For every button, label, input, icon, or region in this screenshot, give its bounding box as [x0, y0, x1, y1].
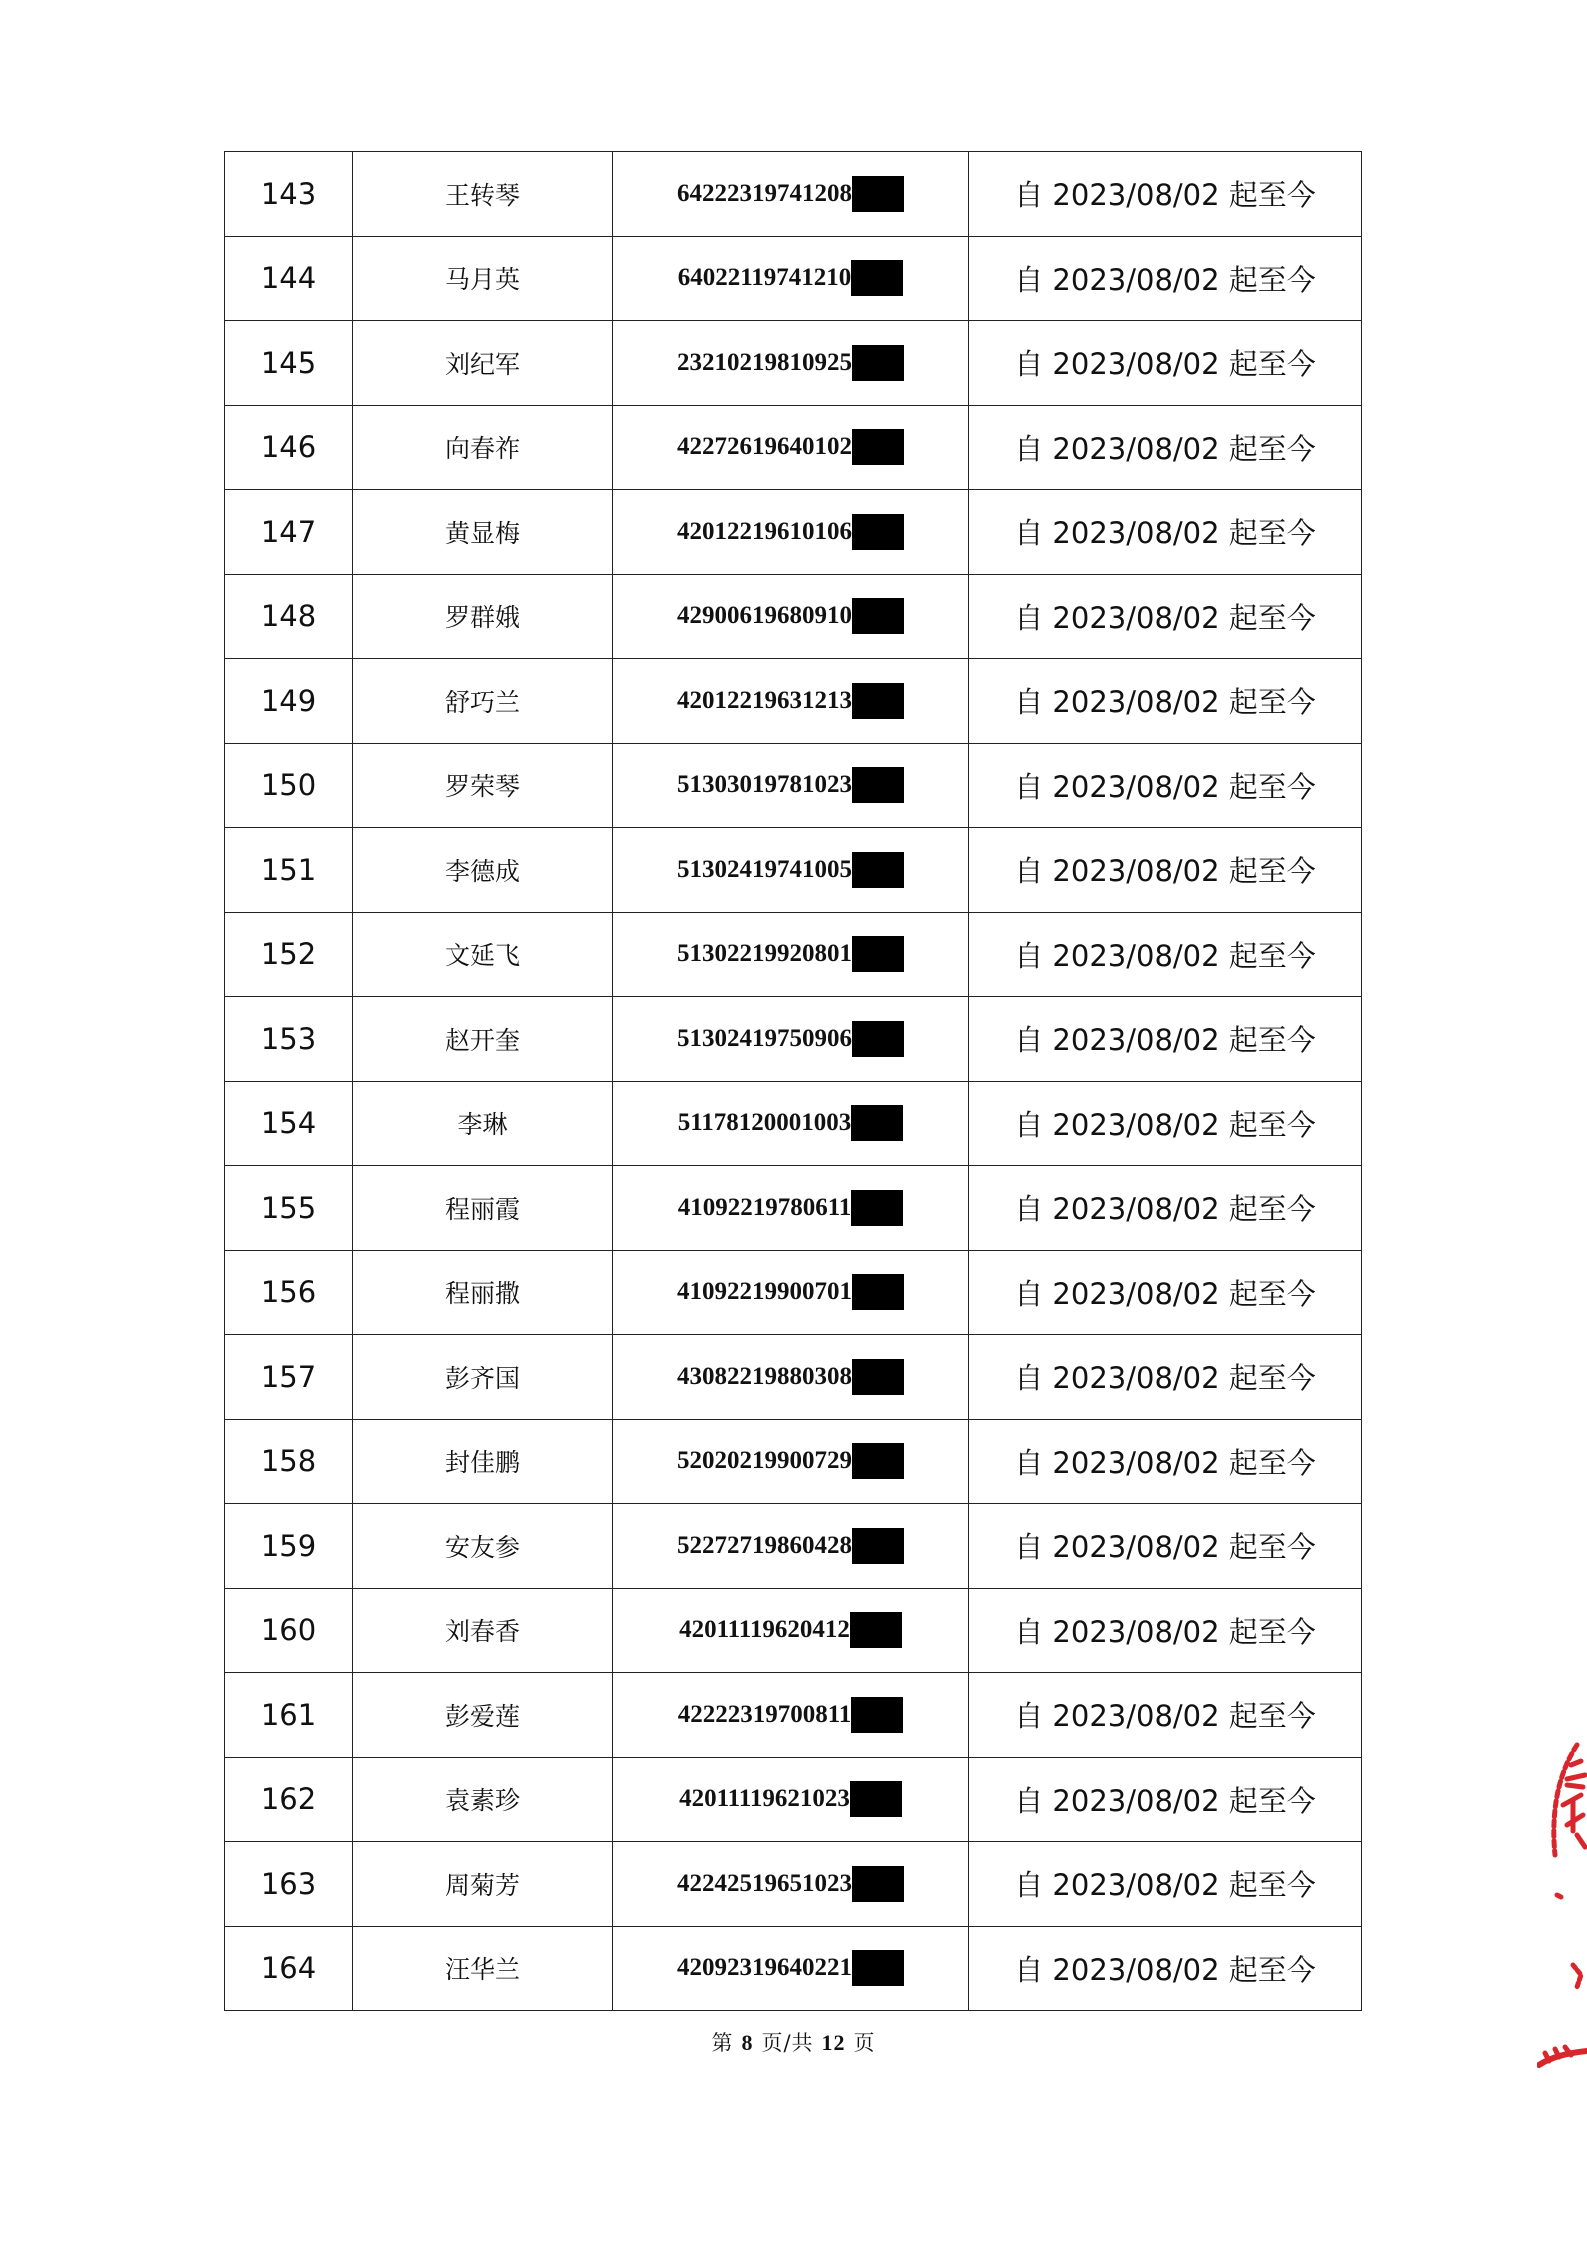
table-row — [225, 152, 1362, 237]
effective-period: 自 2023/08/02 起至今 — [969, 574, 1362, 659]
table-row — [225, 321, 1362, 406]
footer-middle: 页/共 — [761, 2031, 814, 2055]
id-number: 23210219810925 — [677, 348, 852, 376]
row-number: 158 — [225, 1419, 353, 1504]
table-row — [225, 405, 1362, 490]
person-name: 彭爱莲 — [353, 1673, 613, 1758]
table-row — [225, 1419, 1362, 1504]
effective-period: 自 2023/08/02 起至今 — [969, 236, 1362, 321]
id-number-cell — [613, 997, 969, 1082]
official-seal-stamp — [1537, 1735, 1587, 2095]
redaction-block — [852, 683, 904, 719]
redaction-block — [852, 767, 904, 803]
table-row — [225, 236, 1362, 321]
id-number-cell — [613, 321, 969, 406]
id-number: 42011119620412 — [679, 1616, 850, 1644]
person-name: 汪华兰 — [353, 1926, 613, 2011]
id-number-cell — [613, 236, 969, 321]
row-number: 147 — [225, 490, 353, 575]
redaction-block — [852, 429, 904, 465]
person-name: 程丽撒 — [353, 1250, 613, 1335]
person-name: 封佳鹏 — [353, 1419, 613, 1504]
table-row — [225, 1757, 1362, 1842]
footer-prefix: 第 — [711, 2031, 734, 2055]
id-number-cell — [613, 828, 969, 913]
row-number: 155 — [225, 1166, 353, 1251]
id-number-cell — [613, 490, 969, 575]
redaction-block — [852, 1950, 904, 1986]
redaction-block — [852, 1866, 904, 1902]
effective-period: 自 2023/08/02 起至今 — [969, 321, 1362, 406]
id-number: 51178120001003 — [677, 1109, 852, 1137]
id-number: 42272619640102 — [677, 433, 852, 461]
id-number: 51302419741005 — [677, 855, 852, 883]
person-name: 李琳 — [353, 1081, 613, 1166]
person-name: 安友参 — [353, 1504, 613, 1589]
redaction-block — [852, 1443, 904, 1479]
id-number: 42222319700811 — [677, 1700, 852, 1728]
redaction-block — [852, 1359, 904, 1395]
id-number-cell — [613, 1757, 969, 1842]
id-number: 41092219900701 — [677, 1278, 852, 1306]
table-row — [225, 1081, 1362, 1166]
person-name: 文延飞 — [353, 912, 613, 997]
id-number-cell — [613, 912, 969, 997]
id-number: 42011119621023 — [679, 1785, 850, 1813]
redaction-block — [852, 176, 904, 212]
row-number: 160 — [225, 1588, 353, 1673]
row-number: 156 — [225, 1250, 353, 1335]
row-number: 162 — [225, 1757, 353, 1842]
redaction-block — [852, 345, 904, 381]
redaction-block — [852, 1528, 904, 1564]
id-number-cell — [613, 1673, 969, 1758]
person-name: 舒巧兰 — [353, 659, 613, 744]
person-name: 袁素珍 — [353, 1757, 613, 1842]
total-pages-number: 12 — [821, 2030, 846, 2055]
id-number-cell — [613, 1250, 969, 1335]
table-row — [225, 997, 1362, 1082]
table-row — [225, 743, 1362, 828]
effective-period: 自 2023/08/02 起至今 — [969, 1419, 1362, 1504]
table-row — [225, 912, 1362, 997]
person-name: 马月英 — [353, 236, 613, 321]
row-number: 154 — [225, 1081, 353, 1166]
table-row — [225, 574, 1362, 659]
redaction-block — [850, 1612, 902, 1648]
row-number: 146 — [225, 405, 353, 490]
table-row — [225, 1166, 1362, 1251]
effective-period: 自 2023/08/02 起至今 — [969, 1757, 1362, 1842]
id-number-cell — [613, 1419, 969, 1504]
row-number: 149 — [225, 659, 353, 744]
table-row — [225, 1335, 1362, 1420]
id-number-cell — [613, 1081, 969, 1166]
redaction-block — [852, 852, 904, 888]
records-table — [224, 151, 1362, 2011]
effective-period: 自 2023/08/02 起至今 — [969, 1926, 1362, 2011]
table-row — [225, 1504, 1362, 1589]
id-number: 41092219780611 — [677, 1193, 852, 1221]
id-number-cell — [613, 574, 969, 659]
redaction-block — [851, 1190, 903, 1226]
row-number: 152 — [225, 912, 353, 997]
id-number: 42012219610106 — [677, 517, 852, 545]
person-name: 黄显梅 — [353, 490, 613, 575]
effective-period: 自 2023/08/02 起至今 — [969, 1250, 1362, 1335]
table-row — [225, 1250, 1362, 1335]
redaction-block — [852, 1274, 904, 1310]
page-footer — [0, 2027, 1587, 2057]
redaction-block — [852, 936, 904, 972]
effective-period: 自 2023/08/02 起至今 — [969, 1673, 1362, 1758]
person-name: 程丽霞 — [353, 1166, 613, 1251]
id-number-cell — [613, 1926, 969, 2011]
redaction-block — [851, 260, 903, 296]
effective-period: 自 2023/08/02 起至今 — [969, 490, 1362, 575]
id-number-cell — [613, 1335, 969, 1420]
id-number: 64222319741208 — [677, 179, 852, 207]
effective-period: 自 2023/08/02 起至今 — [969, 152, 1362, 237]
row-number: 150 — [225, 743, 353, 828]
redaction-block — [852, 514, 904, 550]
table-row — [225, 828, 1362, 913]
table-row — [225, 1588, 1362, 1673]
id-number-cell — [613, 1588, 969, 1673]
row-number: 153 — [225, 997, 353, 1082]
redaction-block — [851, 1105, 903, 1141]
id-number-cell — [613, 405, 969, 490]
person-name: 赵开奎 — [353, 997, 613, 1082]
id-number-cell — [613, 1842, 969, 1927]
table-row — [225, 1673, 1362, 1758]
effective-period: 自 2023/08/02 起至今 — [969, 1588, 1362, 1673]
row-number: 145 — [225, 321, 353, 406]
row-number: 157 — [225, 1335, 353, 1420]
row-number: 144 — [225, 236, 353, 321]
id-number: 52272719860428 — [677, 1531, 852, 1559]
id-number: 42242519651023 — [677, 1869, 852, 1897]
row-number: 148 — [225, 574, 353, 659]
id-number: 42092319640221 — [677, 1954, 852, 1982]
row-number: 143 — [225, 152, 353, 237]
effective-period: 自 2023/08/02 起至今 — [969, 1504, 1362, 1589]
table-row — [225, 490, 1362, 575]
row-number: 159 — [225, 1504, 353, 1589]
person-name: 刘纪军 — [353, 321, 613, 406]
row-number: 161 — [225, 1673, 353, 1758]
effective-period: 自 2023/08/02 起至今 — [969, 743, 1362, 828]
current-page-number: 8 — [741, 2030, 754, 2055]
id-number: 51303019781023 — [677, 771, 852, 799]
id-number: 43082219880308 — [677, 1362, 852, 1390]
id-number-cell — [613, 152, 969, 237]
id-number-cell — [613, 743, 969, 828]
id-number: 52020219900729 — [677, 1447, 852, 1475]
row-number: 151 — [225, 828, 353, 913]
effective-period: 自 2023/08/02 起至今 — [969, 405, 1362, 490]
redaction-block — [851, 1697, 903, 1733]
effective-period: 自 2023/08/02 起至今 — [969, 828, 1362, 913]
id-number: 42012219631213 — [677, 686, 852, 714]
id-number: 51302219920801 — [677, 940, 852, 968]
id-number-cell — [613, 1504, 969, 1589]
id-number-cell — [613, 659, 969, 744]
effective-period: 自 2023/08/02 起至今 — [969, 997, 1362, 1082]
footer-suffix: 页 — [853, 2031, 876, 2055]
redaction-block — [852, 598, 904, 634]
effective-period: 自 2023/08/02 起至今 — [969, 912, 1362, 997]
redaction-block — [852, 1021, 904, 1057]
person-name: 王转琴 — [353, 152, 613, 237]
table-row — [225, 659, 1362, 744]
row-number: 164 — [225, 1926, 353, 2011]
row-number: 163 — [225, 1842, 353, 1927]
id-number: 42900619680910 — [677, 602, 852, 630]
person-name: 罗荣琴 — [353, 743, 613, 828]
person-name: 李德成 — [353, 828, 613, 913]
person-name: 罗群娥 — [353, 574, 613, 659]
effective-period: 自 2023/08/02 起至今 — [969, 659, 1362, 744]
id-number-cell — [613, 1166, 969, 1251]
id-number: 51302419750906 — [677, 1024, 852, 1052]
effective-period: 自 2023/08/02 起至今 — [969, 1166, 1362, 1251]
table-row — [225, 1842, 1362, 1927]
table-row — [225, 1926, 1362, 2011]
effective-period: 自 2023/08/02 起至今 — [969, 1335, 1362, 1420]
id-number: 64022119741210 — [677, 264, 852, 292]
person-name: 刘春香 — [353, 1588, 613, 1673]
effective-period: 自 2023/08/02 起至今 — [969, 1081, 1362, 1166]
redaction-block — [850, 1781, 902, 1817]
person-name: 彭齐国 — [353, 1335, 613, 1420]
person-name: 周菊芳 — [353, 1842, 613, 1927]
person-name: 向春祚 — [353, 405, 613, 490]
effective-period: 自 2023/08/02 起至今 — [969, 1842, 1362, 1927]
